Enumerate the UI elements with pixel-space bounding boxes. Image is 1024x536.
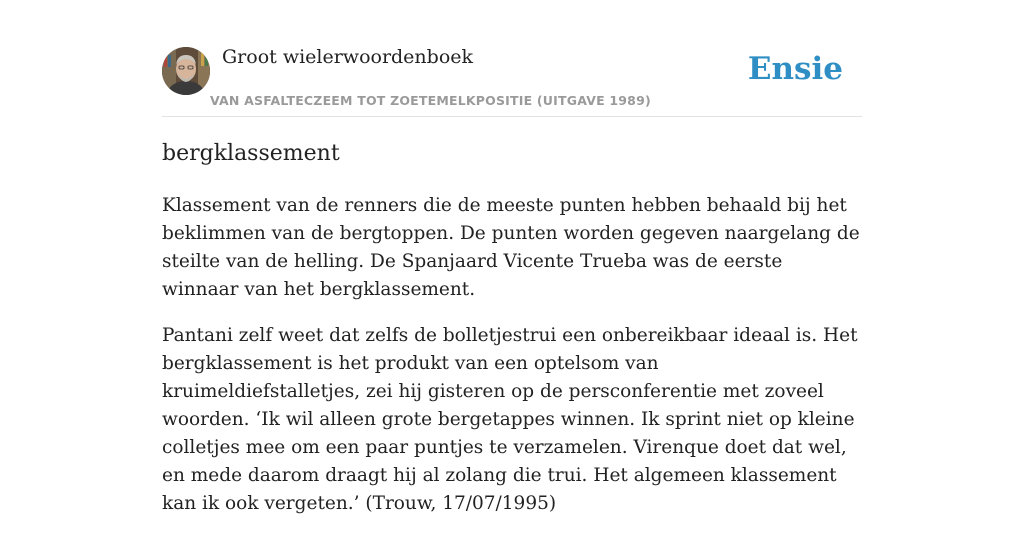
entry-headword: bergklassement — [162, 141, 340, 166]
book-subtitle: VAN ASFALTECZEEM TOT ZOETEMELKPOSITIE (UITGAVE 1989) — [210, 93, 651, 108]
entry-quote: Pantani zelf weet dat zelfs de bolletjestrui een onbereikbaar ideaal is. Het bergklassement is het produkt van een optelsom van kruimeldiefstalletjes, zei hij gisteren op de persconferentie met zoveel woorden. ‘Ik wil alleen grote bergetappes winnen. Ik sprint niet op kleine colletjes mee om een paar puntjes te verzamelen. Virenque doet dat wel, en mede daarom draagt hij al zolang die trui. Het algemeen klassement kan ik ook vergeten.’ (Trouw, 17/07/1995) — [162, 325, 858, 514]
book-title-link[interactable]: Groot wielerwoordenboek — [222, 46, 474, 68]
entry-content — [162, 192, 862, 536]
avatar-portrait-icon — [162, 47, 210, 95]
ensie-logo-link[interactable]: Ensie — [747, 51, 843, 87]
header — [162, 0, 862, 117]
author-avatar[interactable] — [162, 47, 210, 95]
page — [162, 0, 862, 512]
entry-definition: Klassement van de renners die de meeste punten hebben behaald bij het beklimmen van de bergtoppen. De punten worden gegeven naargelang de steilte van de helling. De Spanjaard Vicente Trueba was de eerste winnaar van het bergklassement. — [162, 195, 860, 300]
